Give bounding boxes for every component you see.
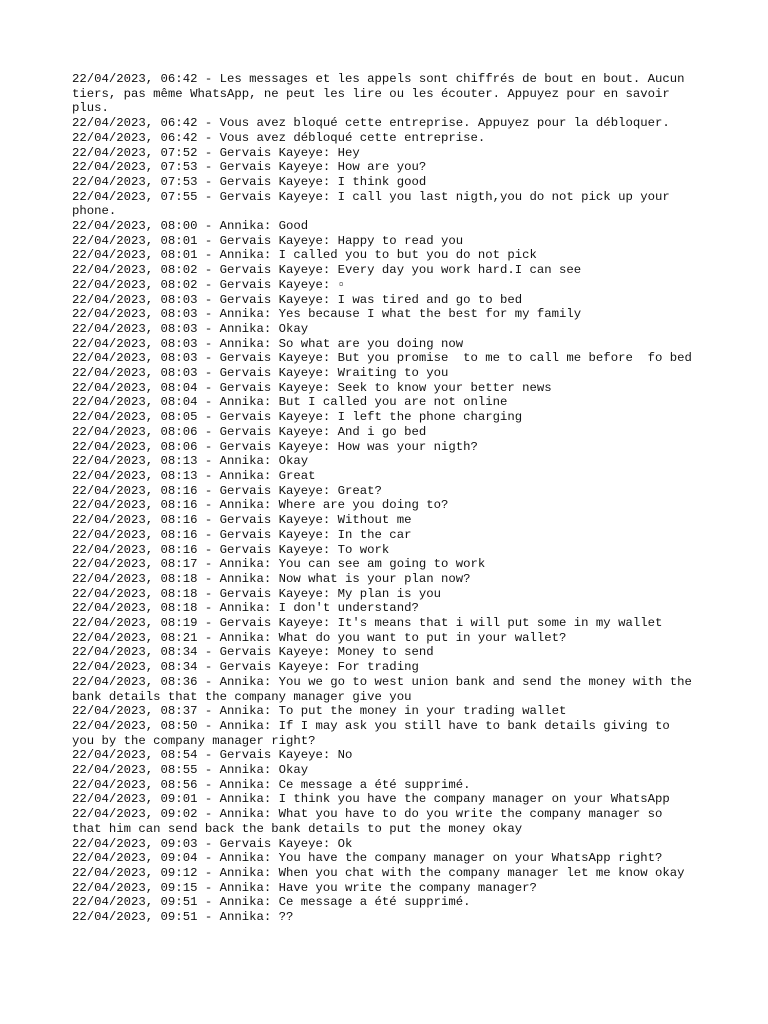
message-line: 22/04/2023, 08:03 - Gervais Kayeye: But you promise to me to call me before fo bed <box>72 351 692 366</box>
message-line: 22/04/2023, 08:56 - Annika: Ce message a été supprimé. <box>72 777 471 792</box>
message-line: 22/04/2023, 08:16 - Gervais Kayeye: Great? <box>72 483 382 498</box>
message-line: 22/04/2023, 08:16 - Gervais Kayeye: To work <box>72 542 390 557</box>
message-line: 22/04/2023, 08:04 - Gervais Kayeye: Seek to know your better news <box>72 380 552 395</box>
message-line: 22/04/2023, 08:06 - Gervais Kayeye: How was your nigth? <box>72 439 478 454</box>
message-line: 22/04/2023, 07:52 - Gervais Kayeye: Hey <box>72 145 360 160</box>
message-line: 22/04/2023, 08:34 - Gervais Kayeye: Money to send <box>72 645 434 660</box>
message-line: 22/04/2023, 08:01 - Gervais Kayeye: Happy to read you <box>72 233 464 248</box>
message-line: 22/04/2023, 08:05 - Gervais Kayeye: I left the phone charging <box>72 410 523 425</box>
message-line: 22/04/2023, 08:16 - Gervais Kayeye: In the car <box>72 527 412 542</box>
message-line: 22/04/2023, 08:16 - Gervais Kayeye: Without me <box>72 513 412 528</box>
message-line: 22/04/2023, 06:42 - Vous avez bloqué cette entreprise. Appuyez pour la débloquer. <box>72 116 670 131</box>
message-line: 22/04/2023, 08:03 - Annika: So what are you doing now <box>72 336 464 351</box>
message-line: 22/04/2023, 09:04 - Annika: You have the company manager on your WhatsApp right? <box>72 851 663 866</box>
message-line: 22/04/2023, 08:18 - Gervais Kayeye: My plan is you <box>72 586 441 601</box>
chat-transcript <box>72 72 700 925</box>
message-line: 22/04/2023, 06:42 - Les messages et les appels sont chiffrés de bout en bout. Aucun tiers, pas même WhatsApp, ne peut les lire ou les écouter. Appuyez pour en savoir plus. <box>72 72 692 116</box>
message-line: 22/04/2023, 08:03 - Annika: Okay <box>72 321 309 336</box>
message-line: 22/04/2023, 08:03 - Gervais Kayeye: I was tired and go to bed <box>72 292 523 307</box>
message-line: 22/04/2023, 09:03 - Gervais Kayeye: Ok <box>72 836 353 851</box>
message-line: 22/04/2023, 08:04 - Annika: But I called you are not online <box>72 395 508 410</box>
message-line: 22/04/2023, 08:06 - Gervais Kayeye: And i go bed <box>72 424 427 439</box>
message-line: 22/04/2023, 08:18 - Annika: Now what is your plan now? <box>72 571 471 586</box>
message-line: 22/04/2023, 08:00 - Annika: Good <box>72 219 309 234</box>
message-line: 22/04/2023, 07:55 - Gervais Kayeye: I call you last nigth,you do not pick up your phone. <box>72 189 678 219</box>
message-line: 22/04/2023, 08:36 - Annika: You we go to west union bank and send the money with the bank details that the company manager give you <box>72 674 700 704</box>
message-line: 22/04/2023, 08:54 - Gervais Kayeye: No <box>72 748 353 763</box>
message-line: 22/04/2023, 07:53 - Gervais Kayeye: How are you? <box>72 160 427 175</box>
message-line: 22/04/2023, 09:01 - Annika: I think you have the company manager on your WhatsApp <box>72 792 670 807</box>
message-line: 22/04/2023, 08:03 - Gervais Kayeye: Wraiting to you <box>72 366 449 381</box>
message-line: 22/04/2023, 08:13 - Annika: Great <box>72 468 316 483</box>
message-line: 22/04/2023, 08:55 - Annika: Okay <box>72 763 309 778</box>
message-line: 22/04/2023, 07:53 - Gervais Kayeye: I think good <box>72 174 427 189</box>
message-line: 22/04/2023, 08:13 - Annika: Okay <box>72 454 309 469</box>
message-line: 22/04/2023, 08:02 - Gervais Kayeye: Every day you work hard.I can see <box>72 263 582 278</box>
message-line: 22/04/2023, 08:18 - Annika: I don't understand? <box>72 601 419 616</box>
message-line: 22/04/2023, 08:16 - Annika: Where are you doing to? <box>72 498 449 513</box>
message-line: 22/04/2023, 09:51 - Annika: Ce message a été supprimé. <box>72 895 471 910</box>
message-line: 22/04/2023, 09:02 - Annika: What you have to do you write the company manager so that him can send back the bank details to put the money okay <box>72 807 670 836</box>
message-line: 22/04/2023, 08:50 - Annika: If I may ask you still have to bank details giving to you by the company manager right? <box>72 718 678 748</box>
message-line: 22/04/2023, 08:34 - Gervais Kayeye: For trading <box>72 660 419 675</box>
message-line: 22/04/2023, 08:03 - Annika: Yes because I what the best for my family <box>72 307 582 322</box>
message-line: 22/04/2023, 08:02 - Gervais Kayeye: ▫ <box>72 277 346 292</box>
message-line: 22/04/2023, 09:12 - Annika: When you chat with the company manager let me know okay <box>72 865 685 880</box>
message-line: 22/04/2023, 08:21 - Annika: What do you want to put in your wallet? <box>72 630 567 645</box>
message-line: 22/04/2023, 08:17 - Annika: You can see am going to work <box>72 557 486 572</box>
message-line: 22/04/2023, 08:19 - Gervais Kayeye: It's means that i will put some in my wallet <box>72 616 663 631</box>
message-line: 22/04/2023, 08:01 - Annika: I called you to but you do not pick <box>72 248 537 263</box>
message-line: 22/04/2023, 09:15 - Annika: Have you write the company manager? <box>72 880 537 895</box>
message-line: 22/04/2023, 08:37 - Annika: To put the money in your trading wallet <box>72 704 567 719</box>
message-line: 22/04/2023, 06:42 - Vous avez débloqué cette entreprise. <box>72 130 486 145</box>
message-line: 22/04/2023, 09:51 - Annika: ?? <box>72 910 294 925</box>
